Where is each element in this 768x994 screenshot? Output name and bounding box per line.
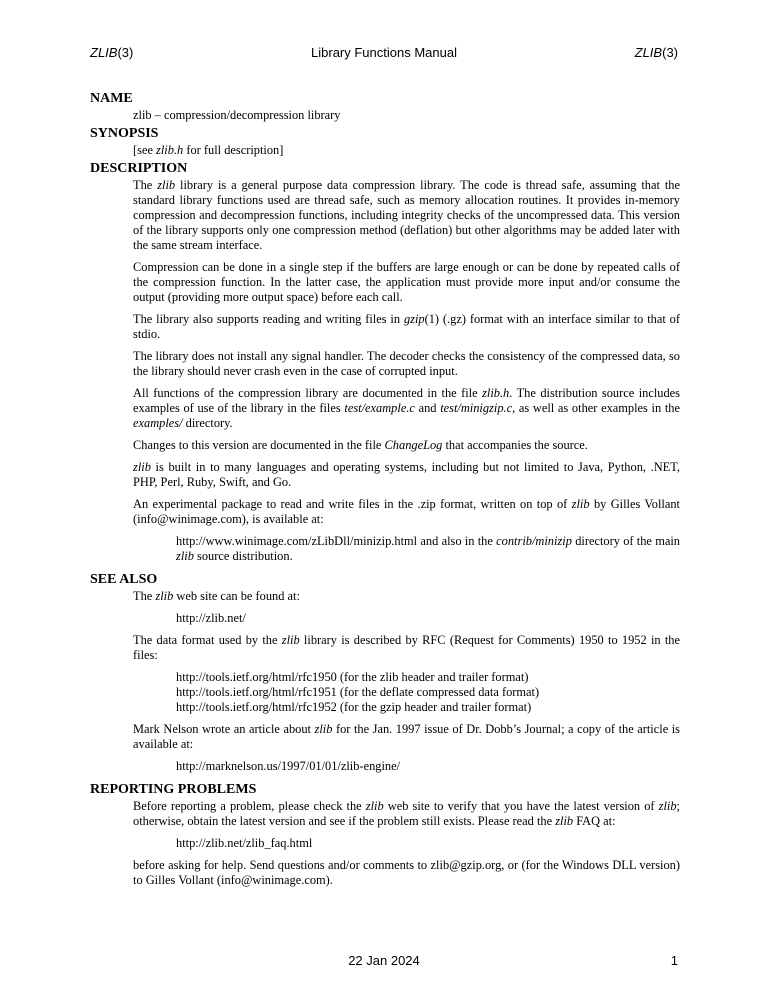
url-zlib-faq[interactable]: http://zlib.net/zlib_faq.html	[176, 836, 313, 850]
text-run: . The distribution source includes examples of use of the library in the files	[133, 386, 680, 415]
filename: zlib.h	[482, 386, 510, 400]
header-right-name: ZLIB	[634, 45, 663, 60]
paragraph	[133, 799, 680, 829]
section-content	[133, 108, 680, 123]
text-run: Mark Nelson wrote an article about	[133, 722, 315, 736]
page-header	[90, 45, 678, 67]
header-left-name: ZLIB	[90, 45, 118, 60]
section-reporting-problems	[90, 781, 680, 888]
text-run: Before reporting a problem, please check the	[133, 799, 366, 813]
header-right-section: (3)	[662, 45, 678, 60]
text-run: and	[414, 401, 441, 415]
text-run: FAQ at:	[573, 814, 616, 828]
text-run: directory of the main	[571, 534, 680, 548]
emphasis: zlib	[155, 589, 174, 603]
url-zlib-net[interactable]: http://zlib.net/	[176, 611, 246, 625]
text-run: The library also supports reading and writing files in	[133, 312, 404, 326]
paragraph: Compression can be done in a single step if the buffers are large enough or can be done by repeated calls of the compression function. In the latter case, the application must provide more input and/or consume the output (providing more output space) before each call.	[133, 260, 680, 304]
section-heading: NAME	[90, 91, 133, 106]
section-content	[133, 143, 680, 158]
indented-block	[176, 534, 680, 564]
section-synopsis	[90, 125, 680, 158]
paragraph: The library does not install any signal handler. The decoder checks the consistency of the compressed data, so the library should never crash even in the case of corrupted input.	[133, 349, 680, 378]
text-run: directory.	[182, 416, 233, 430]
emphasis: zlib	[133, 460, 151, 474]
emphasis: zlib	[365, 799, 384, 813]
text-run: for the Jan. 1997 issue of Dr. Dobb’s Journal; a copy of the article is available at:	[133, 722, 680, 751]
filename: test/minigzip.c,	[440, 401, 516, 415]
filename: ChangeLog	[384, 438, 443, 452]
section-description	[90, 160, 680, 564]
text-run: The	[133, 589, 156, 603]
text-run: [see	[133, 143, 157, 157]
paragraph	[133, 386, 680, 431]
emphasis: zlib	[314, 722, 333, 736]
paragraph	[133, 460, 680, 490]
paragraph	[133, 438, 680, 453]
filename: test/example.c	[344, 401, 415, 415]
emphasis: gzip	[403, 312, 425, 326]
section-content	[133, 799, 680, 888]
text-run: http://www.winimage.com/zLibDll/minizip.html and also in the	[176, 534, 497, 548]
text-run: for full description]	[183, 143, 284, 157]
text-run: web site can be found at:	[173, 589, 300, 603]
text-run: (1) (.gz) format with an interface similar to that of stdio.	[133, 312, 680, 341]
text-run: An experimental package to read and write files in the .zip format, written on top of	[133, 497, 572, 511]
paragraph	[133, 589, 680, 604]
text-run: by Gilles Vollant (info@winimage.com), is available at:	[133, 497, 681, 526]
paragraph	[133, 633, 680, 663]
text-run: The	[133, 178, 158, 192]
url-marknelson[interactable]: http://marknelson.us/1997/01/01/zlib-engine/	[176, 759, 401, 773]
text-run: is built in to many languages and operating systems, including but not limited to Java, Python, .NET, PHP, Perl, Ruby, Swift, and Go.	[133, 460, 680, 489]
section-see-also	[90, 571, 680, 774]
paragraph	[133, 178, 680, 253]
filename: zlib.h	[156, 143, 184, 157]
filename: examples/	[133, 416, 183, 430]
section-content	[133, 589, 680, 774]
text-run: The data format used by the	[133, 633, 282, 647]
rfc-1951-link[interactable]: http://tools.ietf.org/html/rfc1951 (for the deflate compressed data format)	[176, 685, 540, 699]
emphasis: zlib	[176, 549, 194, 563]
section-name	[90, 90, 680, 123]
filename: contrib/minizip	[496, 534, 572, 548]
header-right	[635, 45, 678, 60]
page-footer	[90, 953, 678, 973]
header-center: Library Functions Manual	[311, 45, 457, 60]
paragraph	[133, 497, 680, 527]
text-run: ; otherwise, obtain the latest version and see if the problem still exists. Please read the	[133, 799, 680, 828]
emphasis: zlib	[555, 814, 574, 828]
section-heading: SYNOPSIS	[90, 126, 159, 141]
section-heading: DESCRIPTION	[90, 161, 188, 176]
page-body	[90, 90, 680, 890]
text-run: Changes to this version are documented in the file	[133, 438, 385, 452]
text-run: library is described by RFC (Request for Comments) 1950 to 1952 in the files:	[133, 633, 680, 662]
paragraph	[133, 722, 680, 752]
footer-date: 22 Jan 2024	[348, 953, 420, 968]
paragraph	[133, 312, 680, 342]
emphasis: zlib	[571, 497, 590, 511]
emphasis: zlib	[658, 799, 677, 813]
header-left-section: (3)	[117, 45, 134, 60]
paragraph: before asking for help. Send questions and/or comments to zlib@gzip.org, or (for the Windows DLL version) to Gilles Vollant (info@winimage.com).	[133, 858, 680, 887]
section-heading: REPORTING PROBLEMS	[90, 782, 257, 797]
emphasis: zlib	[157, 178, 176, 192]
section-content	[133, 178, 680, 564]
rfc-list	[176, 670, 680, 715]
text-run: as well as other examples in the	[515, 401, 681, 415]
page-number: 1	[670, 953, 678, 968]
rfc-1950-link[interactable]: http://tools.ietf.org/html/rfc1950 (for the zlib header and trailer format)	[176, 670, 529, 684]
paragraph: zlib – compression/decompression library	[133, 108, 341, 122]
emphasis: zlib	[281, 633, 300, 647]
text-run: library is a general purpose data compression library. The code is thread safe, assuming that the standard library functions used are thread safe, such as memory allocation routines. It provides in-memory compression and decompression functions, including integrity checks of the uncompressed data. This version of the library supports only one compression method (deflation) but other algorithms may be added later with the same stream interface.	[133, 178, 680, 252]
paragraph	[133, 143, 680, 158]
text-run: source distribution.	[193, 549, 293, 563]
text-run: All functions of the compression library are documented in the file	[133, 386, 483, 400]
text-run: that accompanies the source.	[442, 438, 588, 452]
section-heading: SEE ALSO	[90, 572, 158, 587]
text-run: web site to verify that you have the latest version of	[383, 799, 659, 813]
rfc-1952-link[interactable]: http://tools.ietf.org/html/rfc1952 (for the gzip header and trailer format)	[176, 700, 532, 714]
